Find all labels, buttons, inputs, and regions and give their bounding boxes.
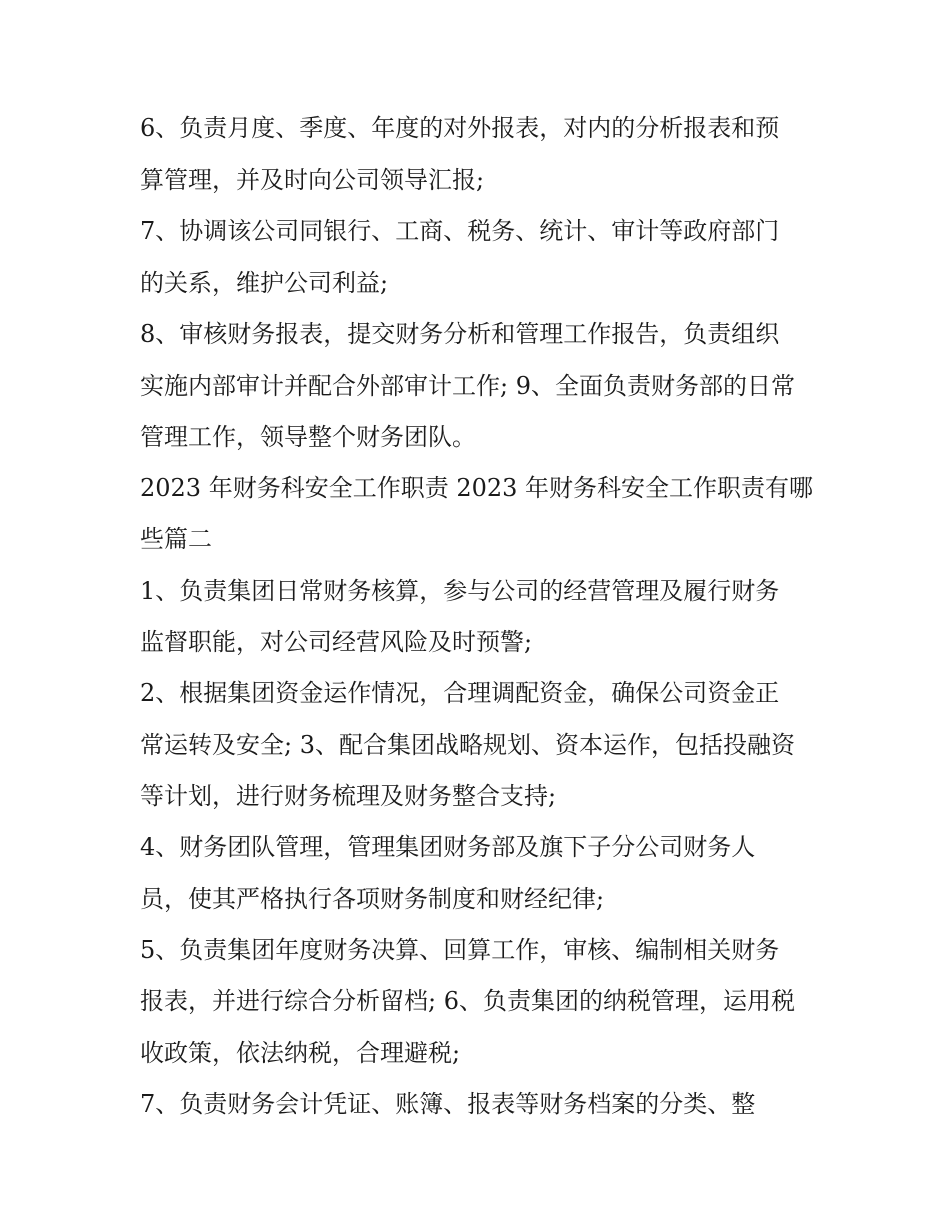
text-line: 常运转及安全; 3、配合集团战略规划、资本运作，包括投融资 bbox=[140, 731, 795, 759]
text-line: 等计划，进行财务梳理及财务整合支持; bbox=[140, 782, 557, 810]
text-line: 算管理，并及时向公司领导汇报; bbox=[140, 166, 485, 194]
text-line: 8、审核财务报表，提交财务分析和管理工作报告，负责组织 bbox=[140, 320, 780, 348]
text-line: 报表，并进行综合分析留档; 6、负责集团的纳税管理，运用税 bbox=[140, 987, 795, 1015]
text-line: 1、负责集团日常财务核算，参与公司的经营管理及履行财务 bbox=[140, 577, 780, 605]
text-line: 管理工作，领导整个财务团队。 bbox=[140, 423, 476, 451]
text-line: 2、根据集团资金运作情况，合理调配资金，确保公司资金正 bbox=[140, 679, 780, 707]
section-heading: 2023 年财务科安全工作职责 2023 年财务科安全工作职责有哪 bbox=[140, 474, 814, 502]
text-line: 6、负责月度、季度、年度的对外报表，对内的分析报表和预 bbox=[140, 114, 780, 142]
text-line: 监督职能，对公司经营风险及时预警; bbox=[140, 628, 533, 656]
text-line: 的关系，维护公司利益; bbox=[140, 269, 389, 297]
text-line: 实施内部审计并配合外部审计工作; 9、全面负责财务部的日常 bbox=[140, 372, 795, 400]
text-line: 4、财务团队管理，管理集团财务部及旗下子分公司财务人 bbox=[140, 833, 756, 861]
text-line: 7、协调该公司同银行、工商、税务、统计、审计等政府部门 bbox=[140, 217, 780, 245]
text-line: 7、负责财务会计凭证、账簿、报表等财务档案的分类、整 bbox=[140, 1090, 756, 1118]
text-line: 员，使其严格执行各项财务制度和财经纪律; bbox=[140, 885, 605, 913]
section-heading: 些篇二 bbox=[140, 525, 212, 553]
text-line: 收政策，依法纳税，合理避税; bbox=[140, 1039, 461, 1067]
text-line: 5、负责集团年度财务决算、回算工作，审核、编制相关财务 bbox=[140, 936, 780, 964]
